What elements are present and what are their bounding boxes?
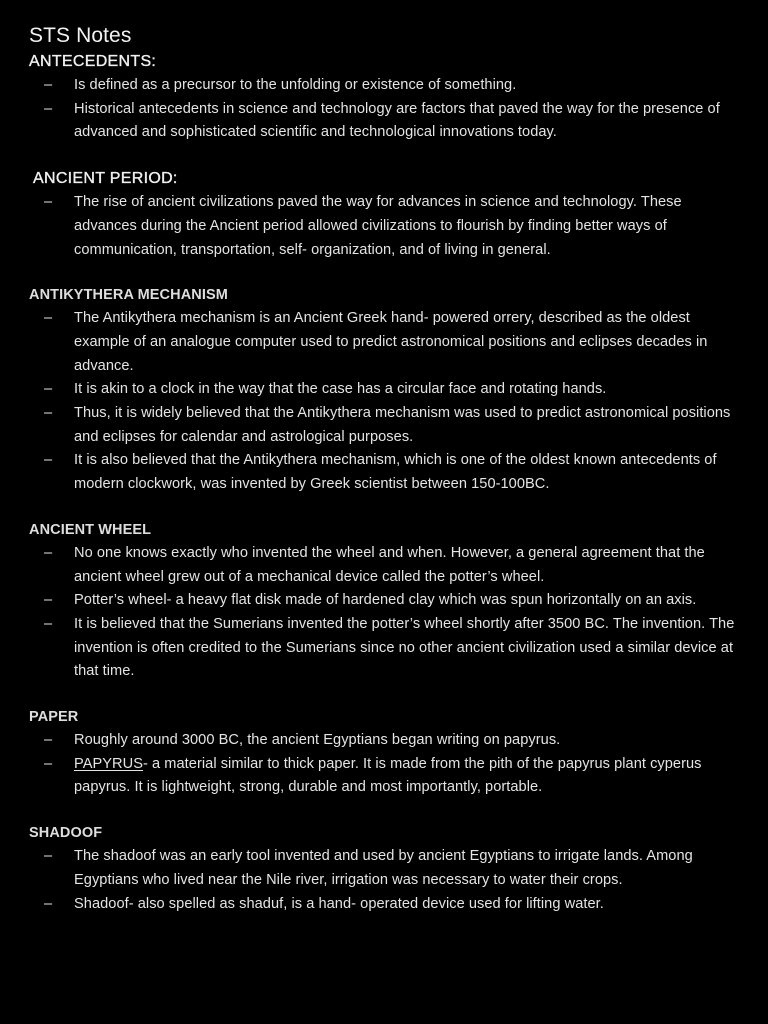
list-item: – Historical antecedents in science and technology are factors that paved the way for the presence of advanced and sophisticated scientific and technological innovations today.	[29, 98, 738, 145]
list-item: – Shadoof- also spelled as shaduf, is a hand- operated device used for lifting water.	[29, 893, 738, 917]
dash-bullet-icon: –	[44, 310, 53, 327]
list-item: – Thus, it is widely believed that the Antikythera mechanism was used to predict astronomical positions and eclipses for calendar and astrological purposes.	[29, 402, 738, 449]
dash-bullet-icon: –	[44, 77, 53, 93]
list-item: – The rise of ancient civilizations paved the way for advances in science and technology. These advances during the Ancient period allowed civilizations to flourish by finding better ways of communication, transportation, self- organization, and of living in general.	[29, 191, 738, 262]
dash-bullet-icon: –	[44, 755, 53, 772]
list-item: – Is defined as a precursor to the unfolding or existence of something.	[29, 74, 738, 98]
dash-bullet-icon: –	[44, 732, 53, 749]
dash-bullet-icon: –	[44, 544, 53, 561]
section-heading-paper: PAPER	[29, 709, 79, 726]
dash-bullet-icon: –	[44, 592, 53, 609]
list-item: – The Antikythera mechanism is an Ancient Greek hand- powered orrery, described as the oldest example of an analogue computer used to predict astronomical positions and eclipses decades in advance.	[29, 307, 738, 378]
list-item: – It is akin to a clock in the way that the case has a circular face and rotating hands.	[29, 378, 738, 402]
section-heading-antecedents: ANTECEDENTS:	[29, 53, 157, 70]
shadoof-list	[29, 845, 738, 916]
paper-list	[29, 729, 738, 800]
list-item: – No one knows exactly who invented the wheel and when. However, a general agreement that the ancient wheel grew out of a mechanical device called the potter’s wheel.	[29, 542, 738, 589]
dash-bullet-icon: –	[44, 615, 53, 632]
papyrus-term: PAPYRUS	[74, 755, 144, 772]
dash-bullet-icon: –	[44, 381, 53, 398]
list-item: – Potter’s wheel- a heavy flat disk made of hardened clay which was spun horizontally on an axis.	[29, 589, 738, 613]
dash-bullet-icon: –	[44, 895, 53, 912]
section-heading-shadoof: SHADOOF	[29, 825, 103, 842]
section-heading-antikythera: ANTIKYTHERA MECHANISM	[29, 287, 228, 304]
ancient-wheel-list	[29, 542, 738, 684]
section-heading-ancient-period: ANCIENT PERIOD:	[33, 170, 178, 188]
dash-bullet-icon: –	[44, 194, 53, 211]
list-item: – It is also believed that the Antikythera mechanism, which is one of the oldest known antecedents of modern clockwork, was invented by Greek scientist between 150-100BC.	[29, 449, 738, 496]
list-item: – The shadoof was an early tool invented and used by ancient Egyptians to irrigate lands. Among Egyptians who lived near the Nile river, irrigation was necessary to water their crops.	[29, 845, 738, 892]
dash-bullet-icon: –	[44, 452, 53, 469]
list-item: – It is believed that the Sumerians invented the potter’s wheel shortly after 3500 BC. The invention. The invention is often credited to the Sumerians since no other ancient civilization used a similar device at that time.	[29, 613, 738, 684]
ancient-period-list	[29, 191, 738, 262]
dash-bullet-icon: –	[44, 405, 53, 422]
page-title: STS Notes	[29, 24, 132, 47]
dash-bullet-icon: –	[44, 100, 53, 117]
antikythera-list	[29, 307, 738, 497]
section-heading-ancient-wheel: ANCIENT WHEEL	[29, 521, 152, 538]
list-item: – Roughly around 3000 BC, the ancient Egyptians began writing on papyrus.	[29, 729, 738, 753]
antecedents-list	[29, 74, 738, 145]
list-item: – PAPYRUS- a material similar to thick paper. It is made from the pith of the papyrus plant cyperus papyrus. It is lightweight, strong, durable and most importantly, portable.	[29, 753, 738, 800]
dash-bullet-icon: –	[44, 848, 53, 865]
